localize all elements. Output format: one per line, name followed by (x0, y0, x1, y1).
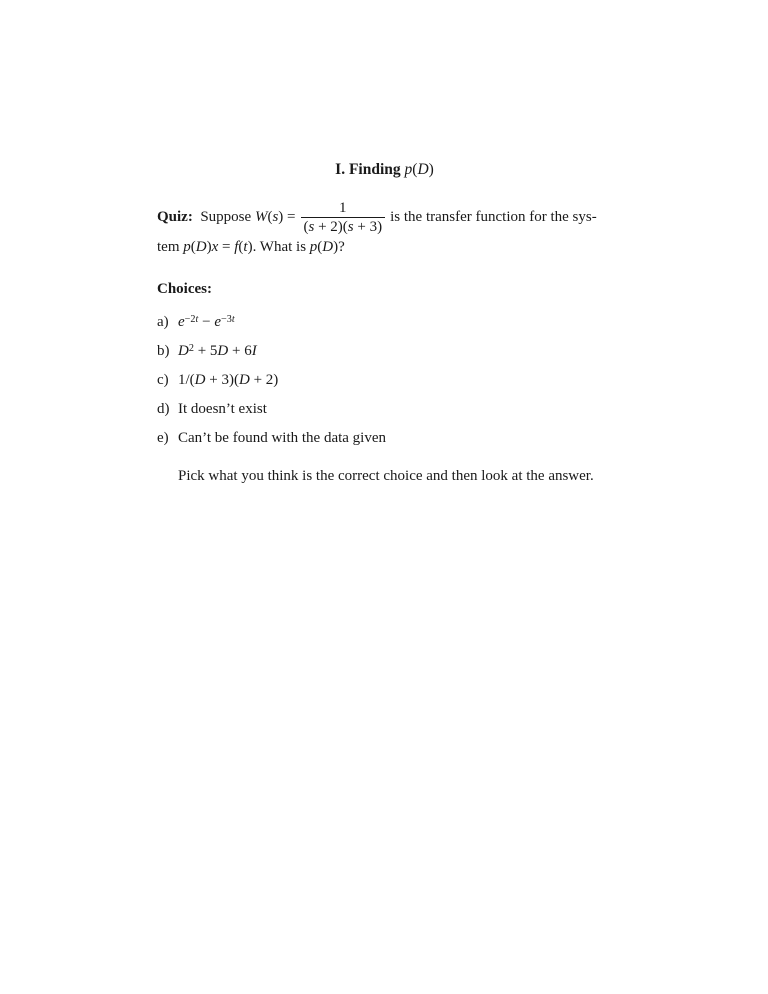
quiz-paragraph (157, 196, 627, 257)
choice-label-a: a) (157, 314, 169, 330)
page-title: I. Finding p(D) (335, 161, 434, 178)
quiz-line-1 (157, 196, 627, 238)
choice-label-d: d) (157, 401, 170, 417)
fraction-denominator: (s + 2)(s + 3) (301, 217, 386, 236)
quiz-line-1-tail: is the transfer function for the sys- (390, 209, 597, 225)
choice-content-d: It doesn’t exist (178, 401, 267, 417)
choices-heading: Choices: (157, 281, 212, 297)
choice-label-e: e) (157, 430, 169, 446)
choice-item-e (157, 429, 612, 448)
choice-item-b (157, 342, 612, 361)
closing-instruction: Pick what you think is the correct choice and then look at the answer. (178, 468, 594, 484)
choice-label-b: b) (157, 343, 170, 359)
choice-list (157, 313, 612, 458)
choice-content-a: $e^{-2t} - e^{-3t}$ (178, 313, 235, 330)
choice-item-d (157, 400, 612, 419)
choice-content-b: $D^2 + 5D + 6I$ (178, 342, 257, 359)
quiz-line-2: tem p(D)x = f(t). What is p(D)? (157, 239, 345, 255)
transfer-function-fraction (301, 199, 386, 236)
choice-content-e: Can’t be found with the data given (178, 430, 387, 446)
fraction-numerator: 1 (339, 200, 347, 217)
quiz-line-1-lead: Quiz: Suppose W(s) = (157, 209, 296, 225)
choice-item-a (157, 313, 612, 332)
choice-item-c (157, 371, 612, 390)
choice-label-c: c) (157, 372, 169, 388)
choice-content-c: 1/(D + 3)(D + 2) (178, 372, 279, 388)
